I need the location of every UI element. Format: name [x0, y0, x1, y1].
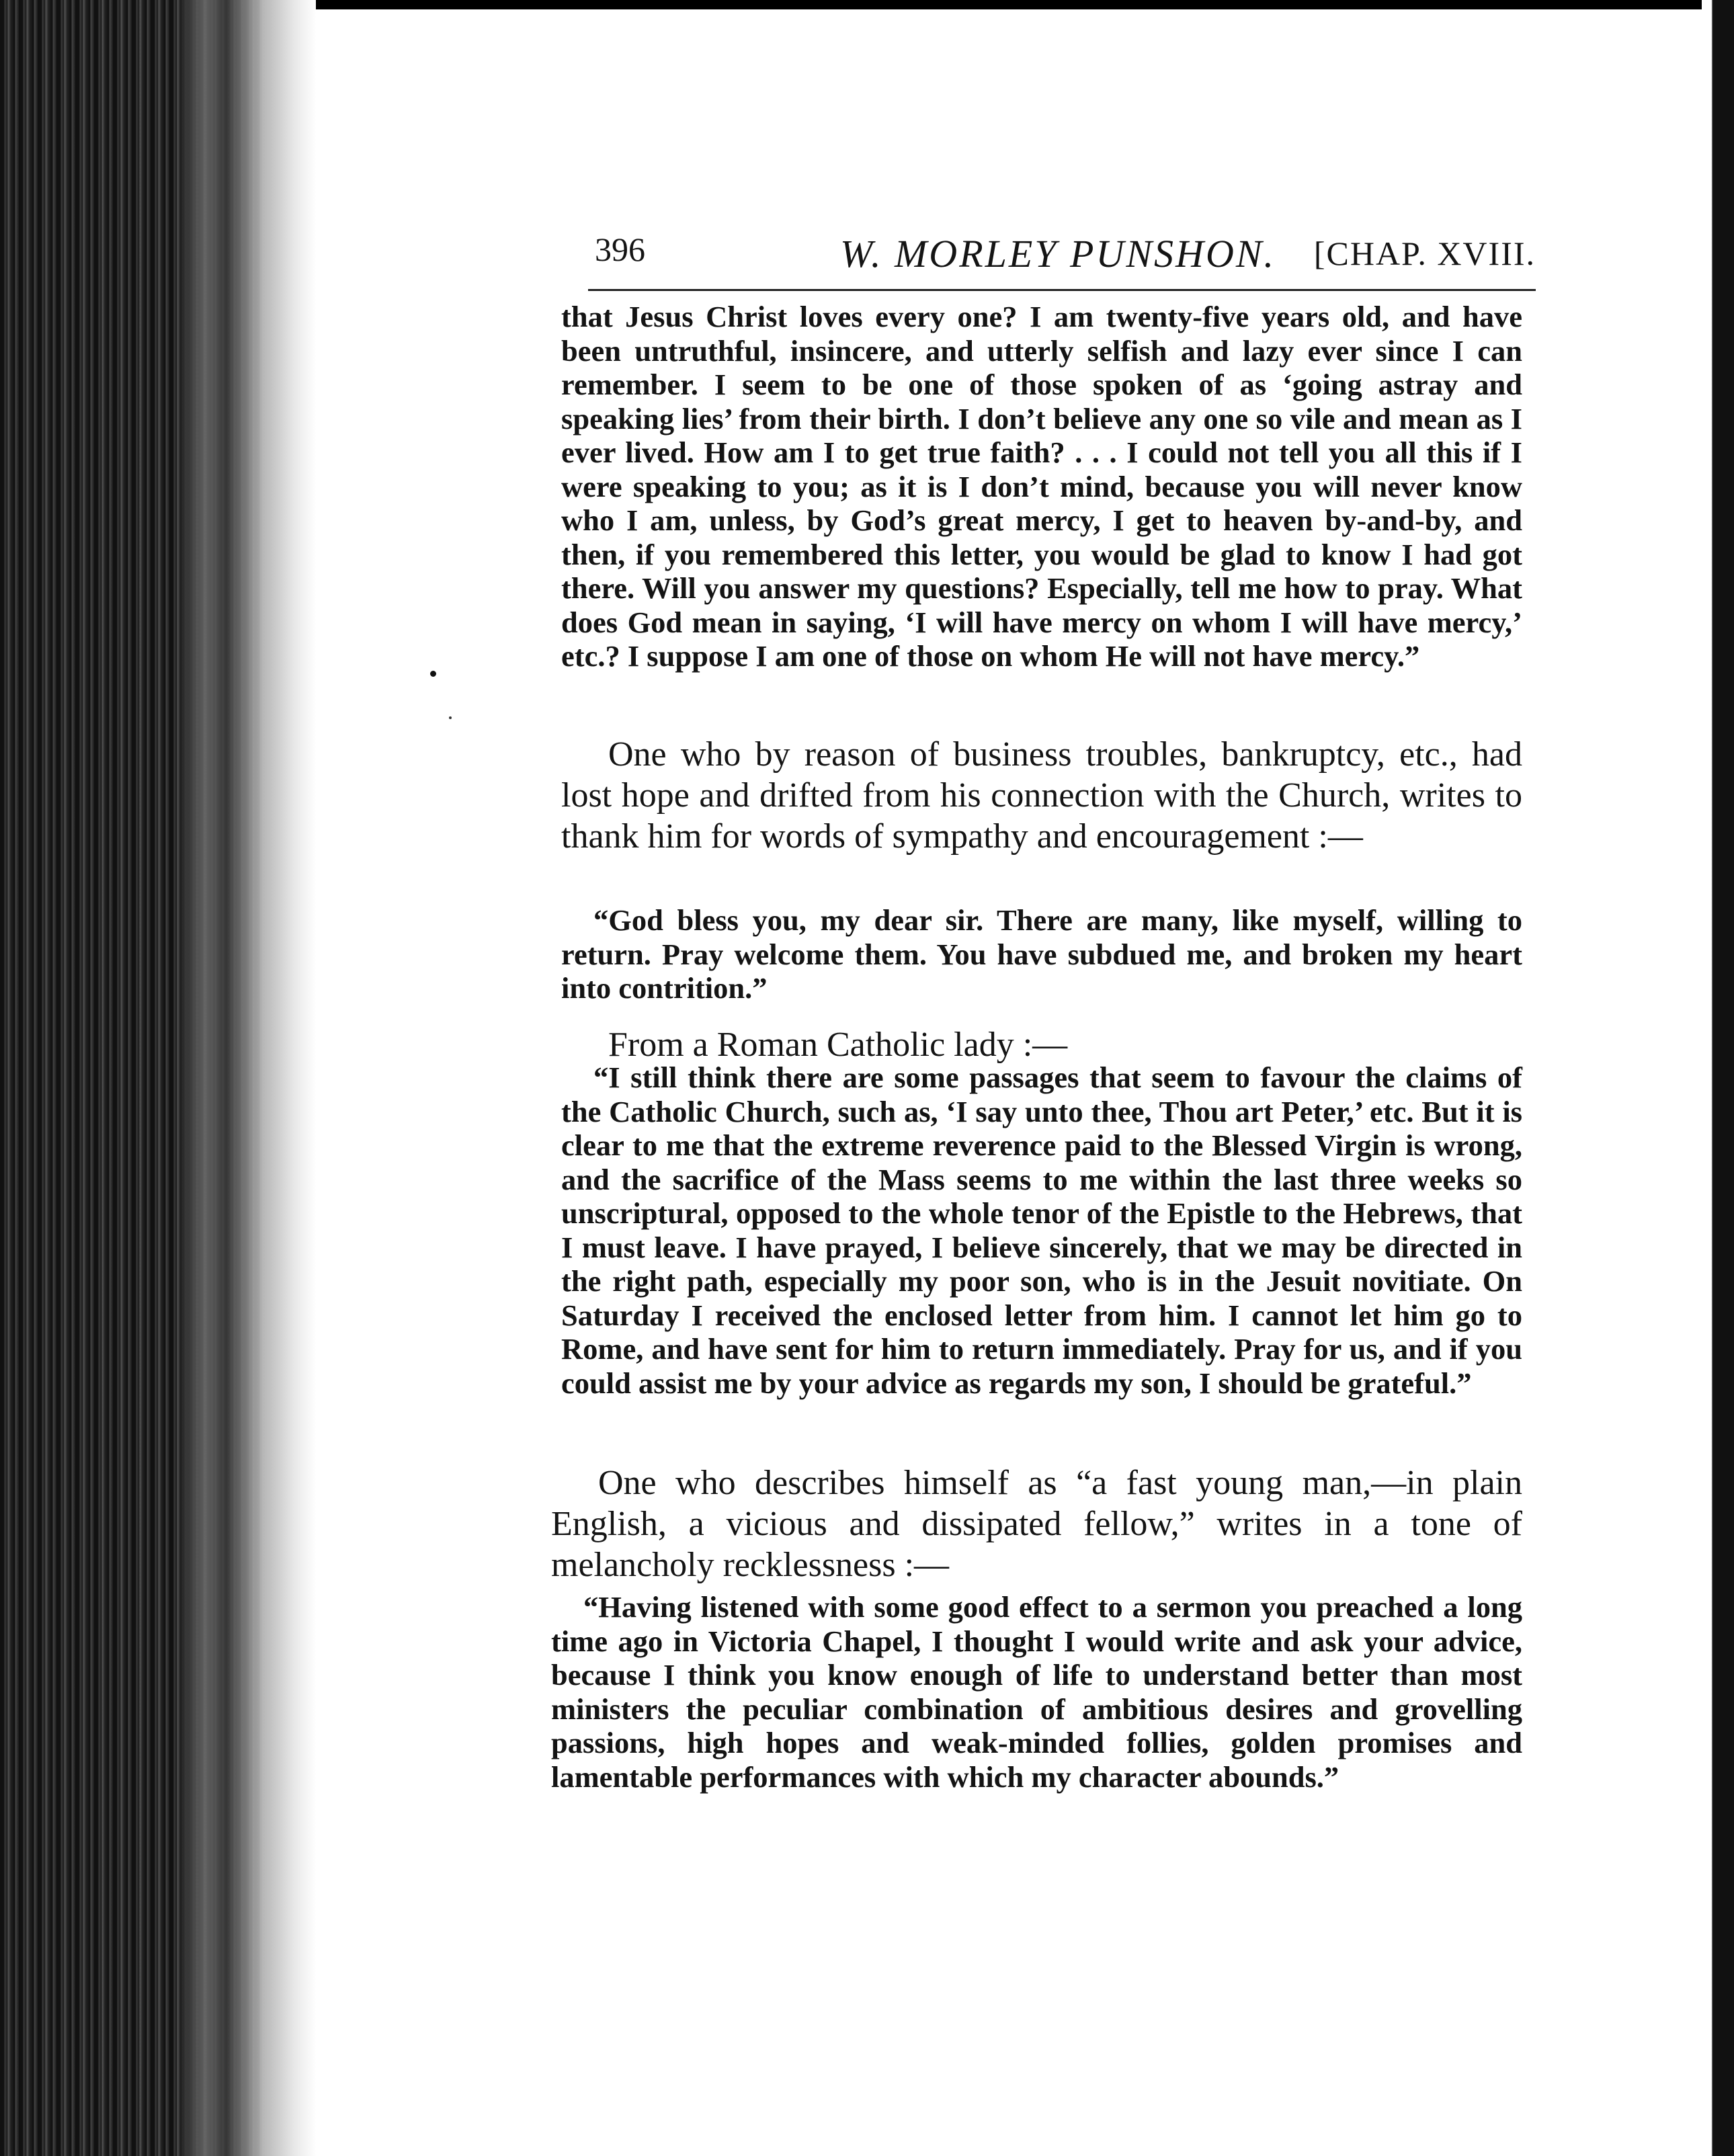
- chapter-label: [CHAP. XVIII.: [1313, 235, 1536, 272]
- letter-quote-2: “God bless you, my dear sir. There are many, like myself, willing to return. Pray welcome them. You have subdued me, and broken my heart into contrition.”: [561, 903, 1522, 1005]
- narrative-paragraph-3: One who describes himself as “a fast young man,—in plain English, a vicious and dissipated fellow,” writes in a tone of melancholy recklessness :—: [551, 1464, 1522, 1584]
- next-page-edge: [1702, 0, 1734, 2156]
- ink-speck: [430, 671, 436, 677]
- narrative-paragraph-2: From a Roman Catholic lady :—: [608, 1026, 1068, 1064]
- ink-speck: [449, 716, 452, 719]
- gutter-shadow: [262, 0, 316, 2156]
- header-rule: [588, 289, 1536, 291]
- running-head: [588, 216, 1536, 290]
- letter-quote-3: “I still think there are some passages that seem to favour the claims of the Catholic Church, such as, ‘I say unto thee, Thou art Peter,’ etc. But it is clear to me that the extreme reverence paid to the Blessed Virgin is wrong, and the sacrifice of the Mass seems to me within the last three weeks so unscriptural, opposed to the whole tenor of the Epistle to the Hebrews, that I must leave. I have prayed, I believe sincerely, that we may be directed in the right path, especially my poor son, who is in the Jesuit novitiate. On Saturday I received the enclosed letter from him. I cannot let him go to Rome, and have sent for him to return immediately. Pray for us, and if you could assist me by your advice as regards my son, I should be grateful.”: [561, 1061, 1522, 1400]
- page-number: 396: [595, 231, 645, 268]
- narrative-paragraph-1: One who by reason of business troubles, bankruptcy, etc., had lost hope and drifted from his connection with the Church, writes to thank him for words of sympathy and encouragement :—: [561, 735, 1522, 856]
- letter-quote-1: that Jesus Christ loves every one? I am twenty-five years old, and have been untruthful, insincere, and utterly selfish and lazy ever since I can remember. I seem to be one of those spoken of as ‘going astray and speaking lies’ from their birth. I don’t believe any one so vile and mean as I ever lived. How am I to get true faith? . . . I could not tell you all this if I were speaking to you; as it is I don’t mind, because you will never know who I am, unless, by God’s great mercy, I get to heaven by-and-by, and then, if you remembered this letter, you would be glad to know I had got there. Will you answer my questions? Especially, tell me how to pray. What does God mean in saying, ‘I will have mercy on whom I will have mercy,’ etc.? I suppose I am one of those on whom He will not have mercy.”: [561, 300, 1522, 673]
- letter-quote-4: “Having listened with some good effect to a sermon you preached a long time ago in Victoria Chapel, I thought I would write and ask your advice, because I think you know enough of life to understand better than most ministers the peculiar combination of ambitious desires and grovelling passions, high hopes and weak-minded follies, golden promises and lamentable performances with which my character abounds.”: [551, 1590, 1522, 1794]
- page-edges: [181, 0, 262, 2156]
- running-title: W. MORLEY PUNSHON.: [840, 232, 1276, 276]
